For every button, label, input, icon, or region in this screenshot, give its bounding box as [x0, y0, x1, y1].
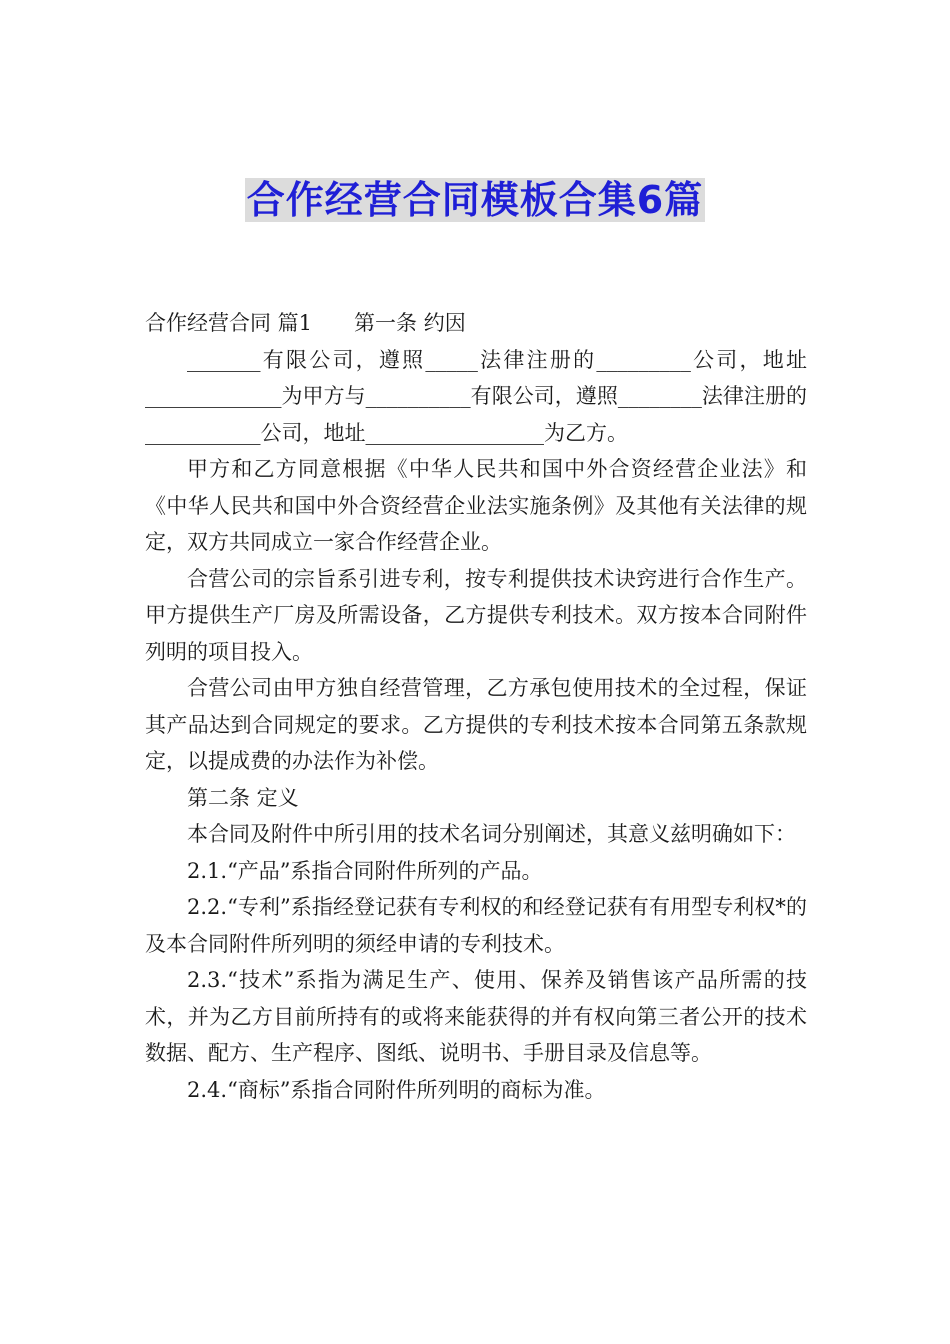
clause: 2.3.“技术”系指为满足生产、使用、保养及销售该产品所需的技术，并为乙方目前所持有的或将来能获得的并有权向第三者公开的技术数据、配方、生产程序、图纸、说明书、手册目录及信息等。: [145, 968, 807, 1065]
title-container: [0, 178, 950, 222]
document-body: [145, 305, 807, 1108]
clause: 2.2.“专利”系指经登记获有专利权的和经登记获有有用型专利权*的及本合同附件所列明的须经申请的专利技术。: [145, 895, 807, 956]
document-title: 合作经营合同模板合集6篇: [246, 178, 704, 222]
paragraph: _______有限公司，遵照_____法律注册的_________公司，地址_____________为甲方与__________有限公司，遵照________法律注册的___________公司，地址_________________为乙方。: [145, 347, 807, 445]
clause: 2.4.“商标”系指合同附件所列明的商标为准。: [187, 1077, 606, 1102]
first-line: [145, 305, 807, 342]
paragraph: 合营公司的宗旨系引进专利，按专利提供技术诀窍进行合作生产。甲方提供生产厂房及所需设备，乙方提供专利技术。双方按本合同附件列明的项目投入。: [145, 566, 807, 664]
paragraph: 合营公司由甲方独自经营管理，乙方承包使用技术的全过程，保证其产品达到合同规定的要求。乙方提供的专利技术按本合同第五条款规定，以提成费的办法作为补偿。: [145, 676, 807, 773]
article-heading: 第一条 约因: [354, 311, 466, 335]
article-heading: 第二条 定义: [187, 785, 299, 810]
clause: 2.1.“产品”系指合同附件所列的产品。: [187, 858, 543, 883]
paragraph: 本合同及附件中所引用的技术名词分别阐述，其意义兹明确如下：: [187, 822, 796, 846]
paragraph: 甲方和乙方同意根据《中华人民共和国中外合资经营企业法》和《中华人民共和国中外合资经营企业法实施条例》及其他有关法律的规定，双方共同成立一家合作经营企业。: [145, 457, 807, 554]
contract-heading: 合作经营合同 篇1: [145, 311, 313, 335]
